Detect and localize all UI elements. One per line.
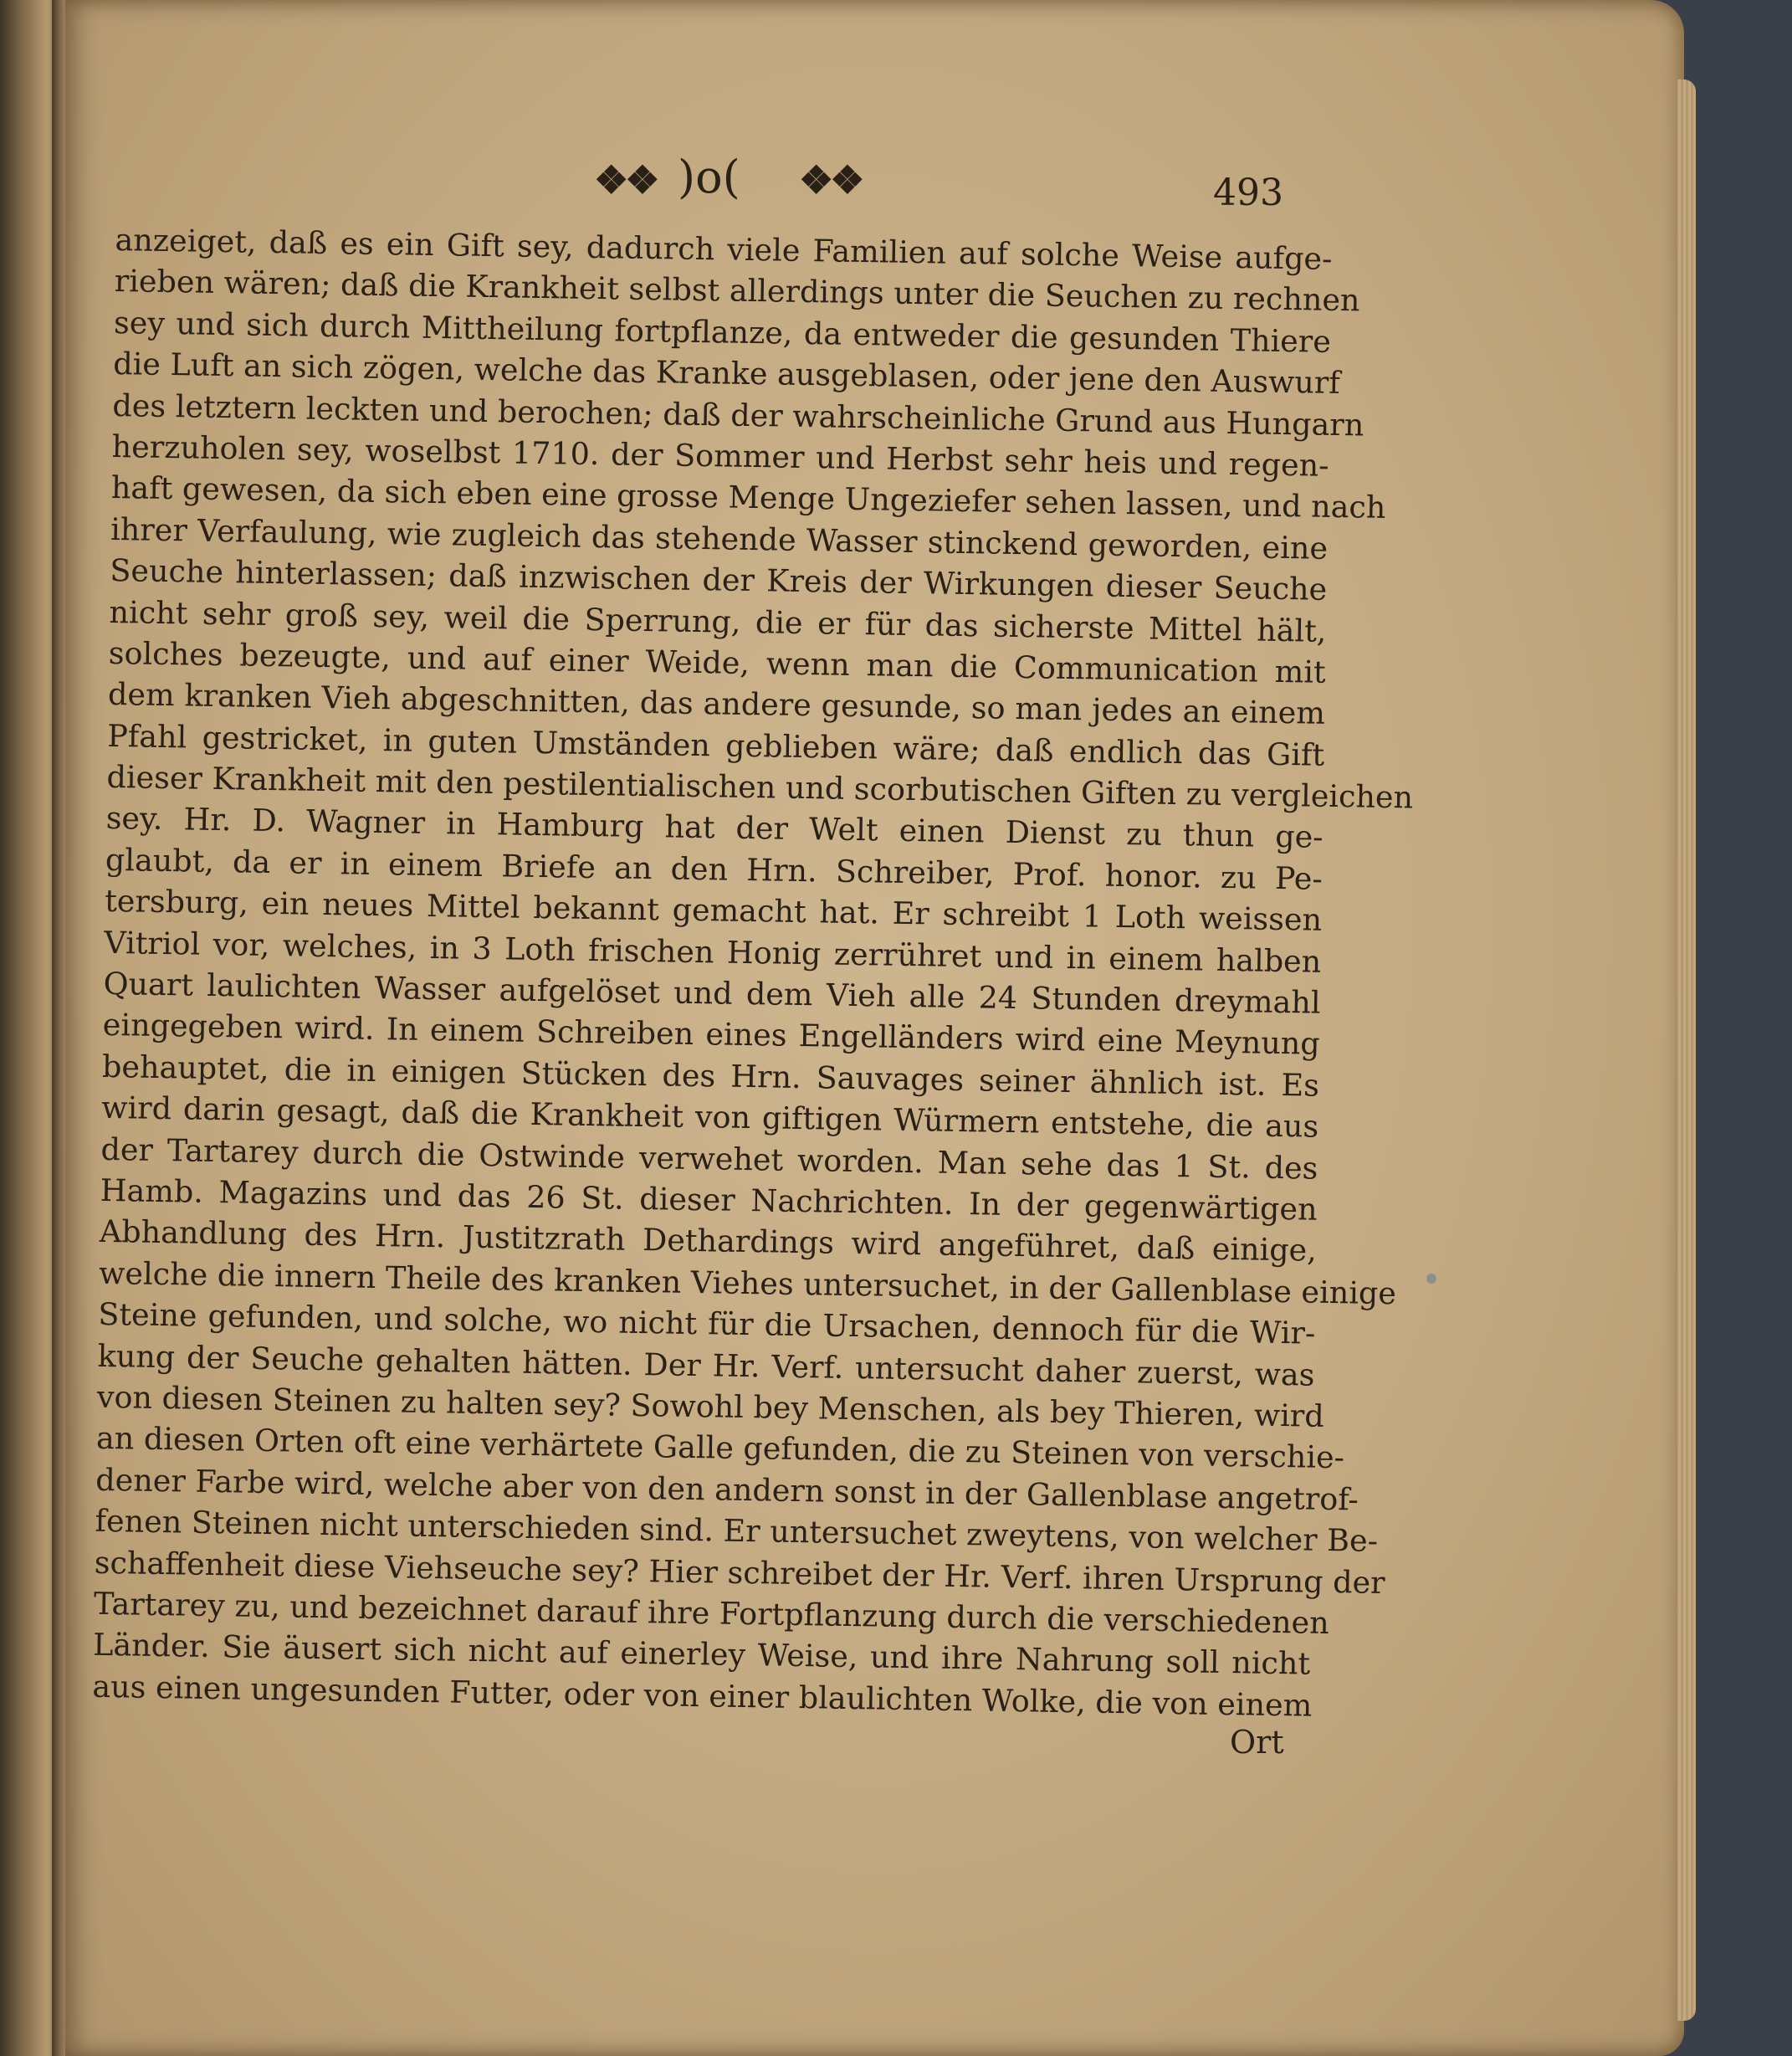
page-mark-dot (1426, 1274, 1436, 1284)
page-number: 493 (1213, 172, 1283, 214)
left-page-edge (0, 0, 59, 2056)
text-line: aus einen ungesunden Futter, oder von einer blaulichten Wolke, die von einem (92, 1668, 1313, 1724)
text-line: haft gewesen, da sich eben eine grosse Menge Ungeziefer sehen lassen, und nach (110, 469, 1386, 526)
text-line: solches bezeugte, und auf einer Weide, wenn man die Communication mit (108, 634, 1327, 690)
text-line: herzuholen sey, woselbst 1710. der Sommer und Herbst sehr heis und regen- (111, 428, 1329, 484)
text-line: Abhandlung des Hrn. Justitzrath Dethardings wird angeführet, daß einige, (99, 1213, 1318, 1269)
text-line: Quart laulichten Wasser aufgelöset und dem Vieh alle 24 Stunden dreymahl (103, 965, 1321, 1021)
text-line: sey und sich durch Mittheilung fortpflanze, da entweder die gesunden Thiere (113, 304, 1332, 360)
catchword: Ort (1230, 1724, 1284, 1761)
page-stack-edge (1677, 79, 1696, 2021)
text-line: Steine gefunden, und solche, wo nicht für die Ursachen, dennoch für die Wir- (98, 1295, 1316, 1351)
text-line: tersburg, ein neues Mittel bekannt gemacht hat. Er schreibt 1 Loth weissen (104, 883, 1323, 939)
text-line: dem kranken Vieh abgeschnitten, das andere gesunde, so man jedes an einem (107, 676, 1326, 732)
header-mark: )o( (678, 151, 740, 203)
text-line: nicht sehr groß sey, weil die Sperrung, die er für das sicherste Mittel hält, (109, 593, 1327, 649)
text-line: rieben wären; daß die Krankheit selbst allerdings unter die Seuchen zu rechnen (114, 263, 1360, 319)
body-text (92, 219, 1414, 1726)
ornament-right-icon: ❖❖ (799, 157, 862, 203)
text-line: Vitriol vor, welches, in 3 Loth frischen Honig zerrühret und in einem halben (104, 924, 1322, 980)
text-line: der Tartarey durch die Ostwinde verwehet worden. Man sehe das 1 St. des (100, 1131, 1318, 1187)
text-line: des letztern leckten und berochen; daß der wahrscheinliche Grund aus Hungarn (112, 387, 1364, 444)
text-line: von diesen Steinen zu halten sey? Sowohl bey Menschen, als bey Thieren, wird (96, 1378, 1325, 1434)
text-line: Pfahl gestricket, in guten Umständen geblieben wäre; daß endlich das Gift (106, 717, 1325, 773)
text-line: wird darin gesagt, daß die Krankheit von giftigen Würmern entstehe, die aus (100, 1090, 1319, 1145)
running-header (577, 151, 1414, 209)
text-line: die Luft an sich zögen, welche das Kranke ausgeblasen, oder jene den Auswurf (112, 346, 1341, 402)
text-line: behauptet, die in einigen Stücken des Hrn. Sauvages seiner ähnlich ist. Es (101, 1048, 1320, 1104)
ornament-left-icon: ❖❖ (594, 157, 657, 203)
text-line: ihrer Verfaulung, wie zugleich das stehende Wasser stinckend geworden, eine (110, 510, 1329, 567)
text-line: Seuche hinterlassen; daß inzwischen der Kreis der Wirkungen dieser Seuche (110, 552, 1328, 608)
text-line: anzeiget, daß es ein Gift sey, dadurch viele Familien auf solche Weise aufge- (115, 221, 1333, 277)
text-line: Hamb. Magazins und das 26 St. dieser Nachrichten. In der gegenwärtigen (100, 1172, 1318, 1228)
text-line: fenen Steinen nicht unterschieden sind. Er untersuchet zweytens, von welcher Be- (95, 1502, 1379, 1560)
text-line: dieser Krankheit mit den pestilentialischen und scorbutischen Giften zu vergleichen (106, 758, 1414, 816)
text-line: sey. Hr. D. Wagner in Hamburg hat der Welt einen Dienst zu thun ge- (105, 800, 1324, 856)
text-line: an diesen Orten oft eine verhärtete Galle gefunden, die zu Steinen von verschie- (95, 1420, 1345, 1476)
text-line: Tartarey zu, und bezeichnet darauf ihre Fortpflanzung durch die verschiedenen (93, 1585, 1330, 1641)
text-line: Länder. Sie äusert sich nicht auf einerley Weise, und ihre Nahrung soll nicht (92, 1627, 1311, 1682)
text-line: welche die innern Theile des kranken Viehes untersuchet, in der Gallenblase einige (98, 1254, 1397, 1311)
text-line: schaffenheit diese Viehseuche sey? Hier schreibet der Hr. Verf. ihren Ursprung der (94, 1544, 1385, 1601)
text-line: glaubt, da er in einem Briefe an den Hrn. Schreiber, Prof. honor. zu Pe- (105, 841, 1324, 897)
text-line: kung der Seuche gehalten hätten. Der Hr. Verf. untersucht daher zuerst, was (97, 1337, 1315, 1393)
text-line: dener Farbe wird, welche aber von den andern sonst in der Gallenblase angetrof- (95, 1461, 1359, 1518)
text-line: eingegeben wird. In einem Schreiben eines Engelländers wird eine Meynung (102, 1007, 1321, 1063)
